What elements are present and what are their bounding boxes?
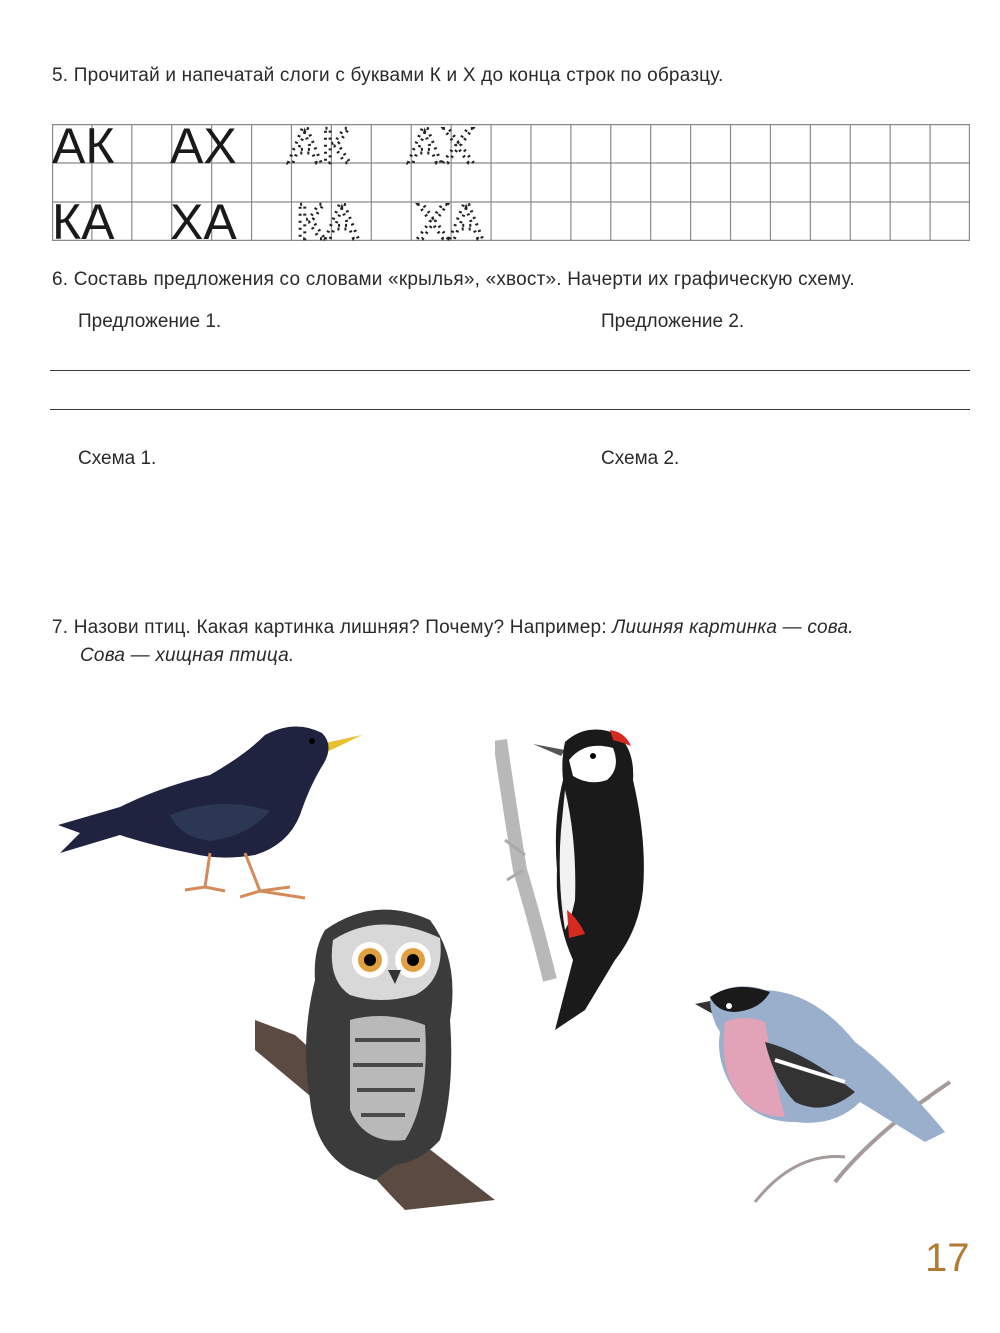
- woodpecker-illustration: [495, 720, 655, 1030]
- dotted-syllable-ka: КА: [296, 194, 359, 241]
- scheme-2-label: Схема 2.: [601, 448, 680, 469]
- page-number: 17: [925, 1236, 970, 1280]
- sample-syllable-xa: ХА: [170, 194, 237, 241]
- starling-illustration: [50, 715, 370, 910]
- owl-illustration: [255, 900, 495, 1210]
- sentence-1-label: Предложение 1.: [78, 311, 222, 332]
- sentence-2-label: Предложение 2.: [601, 311, 745, 332]
- dotted-syllable-ak: АК: [288, 124, 351, 174]
- sample-syllable-ax: АХ: [170, 124, 237, 174]
- dotted-syllable-xa: ХА: [416, 194, 483, 241]
- task-5-instruction: 5. Прочитай и напечатай слоги с буквами К и Х до конца строк по образцу.: [52, 65, 724, 86]
- writing-grid[interactable]: [52, 124, 970, 241]
- task-7-example-2: Сова — хищная птица.: [80, 645, 295, 666]
- writing-line-1[interactable]: [50, 370, 970, 371]
- task-7-example-1: Лишняя картинка — сова.: [612, 617, 854, 638]
- sample-syllable-ka: КА: [52, 194, 115, 241]
- task-6-instruction: 6. Составь предложения со словами «крылья», «хвост». Начерти их графическую схему.: [52, 269, 855, 290]
- dotted-syllable-ax: АХ: [408, 124, 475, 174]
- bullfinch-illustration: [695, 982, 955, 1207]
- writing-line-2[interactable]: [50, 409, 970, 410]
- sample-syllable-ak: АК: [52, 124, 115, 174]
- task-7-instruction: [52, 614, 972, 670]
- scheme-1-label: Схема 1.: [78, 448, 157, 469]
- task-7-question: 7. Назови птиц. Какая картинка лишняя? Почему? Например:: [52, 617, 607, 638]
